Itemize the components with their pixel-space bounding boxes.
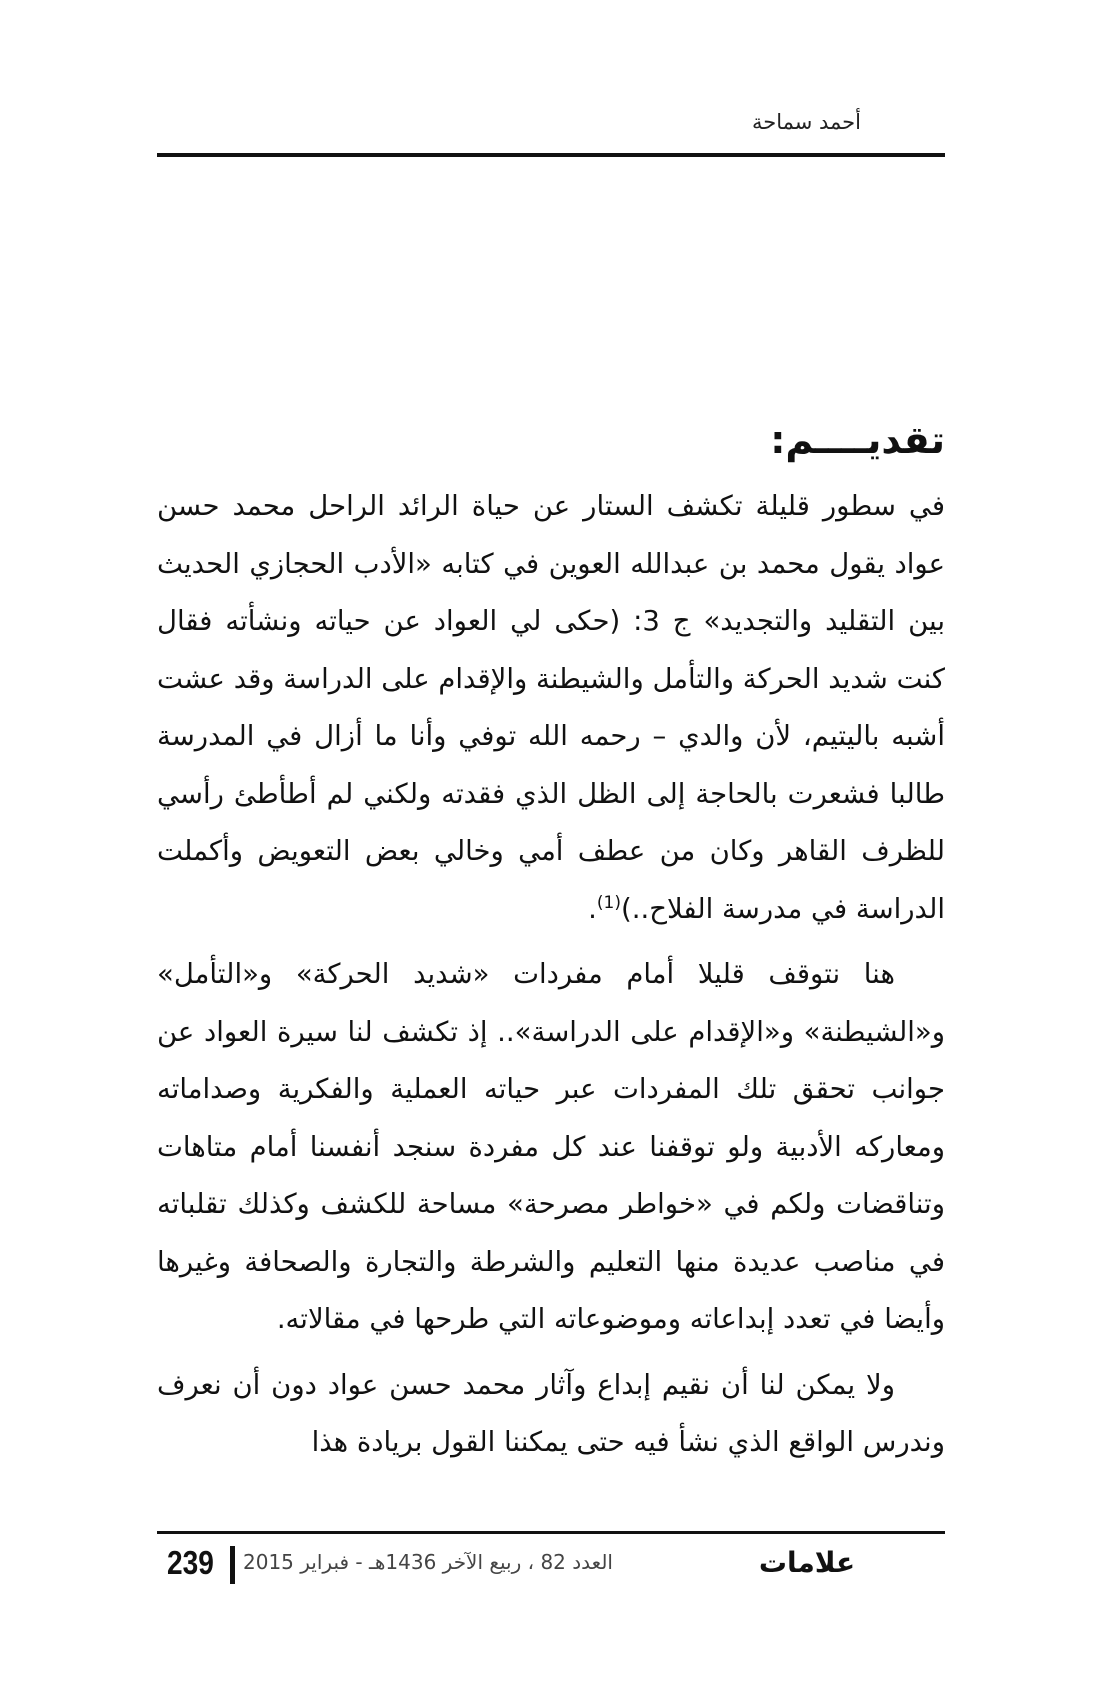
header-divider <box>157 153 945 157</box>
page-number: 239 <box>167 1544 214 1581</box>
paragraph-1-text: في سطور قليلة تكشف الستار عن حياة الرائد الراحل محمد حسن عواد يقول محمد بن عبدالله العوين في كتابه «الأدب الحجازي الحديث بين التقليد والتجديد» ج 3: (حكى لي العواد عن حياته ونشأته فقال كنت شديد الحركة والتأمل والشيطنة والإقدام على الدراسة وقد عشت أشبه باليتيم، لأن والدي – رحمه الله توفي وأنا ما أزال في المدرسة طالبا فشعرت بالحاجة إلى الظل الذي فقدته ولكني لم أطأطئ رأسي للظرف القاهر وكان من عطف أمي وخالي بعض التعويض وأكملت الدراسة في مدرسة الفلاح..) <box>157 490 945 925</box>
page-footer <box>157 1542 945 1592</box>
paragraph-1 <box>157 478 945 938</box>
paragraph-1-end: . <box>588 892 597 925</box>
footer-divider <box>157 1531 945 1534</box>
footnote-ref[interactable]: (1) <box>596 892 622 913</box>
journal-logo: علامات <box>758 1546 856 1579</box>
running-header-author: أحمد سماحة <box>751 110 861 134</box>
section-heading: تقديــــم: <box>770 418 945 462</box>
article-body <box>157 478 945 1480</box>
paragraph-2: هنا نتوقف قليلا أمام مفردات «شديد الحركة» و«التأمل» و«الشيطنة» و«الإقدام على الدراسة».. إذ تكشف لنا سيرة العواد عن جوانب تحقق تلك المفردات عبر حياته العملية والفكرية وصداماته ومعاركه الأدبية ولو توقفنا عند كل مفردة سنجد أنفسنا أمام متاهات وتناقضات ولكم في «خواطر مصرحة» مساحة للكشف وكذلك تقلباته في مناصب عديدة منها التعليم والشرطة والتجارة والصحافة وغيرها وأيضا في تعدد إبداعاته وموضوعاته التي طرحها في مقالاته. <box>157 958 945 1335</box>
issue-info: العدد 82 ، ربيع الآخر 1436هـ - فبراير 2015 <box>243 1550 613 1574</box>
paragraph-3: ولا يمكن لنا أن نقيم إبداع وآثار محمد حسن عواد دون أن نعرف وندرس الواقع الذي نشأ فيه حتى يمكننا القول بريادة هذا <box>157 1368 945 1458</box>
footer-vertical-bar <box>230 1546 235 1584</box>
